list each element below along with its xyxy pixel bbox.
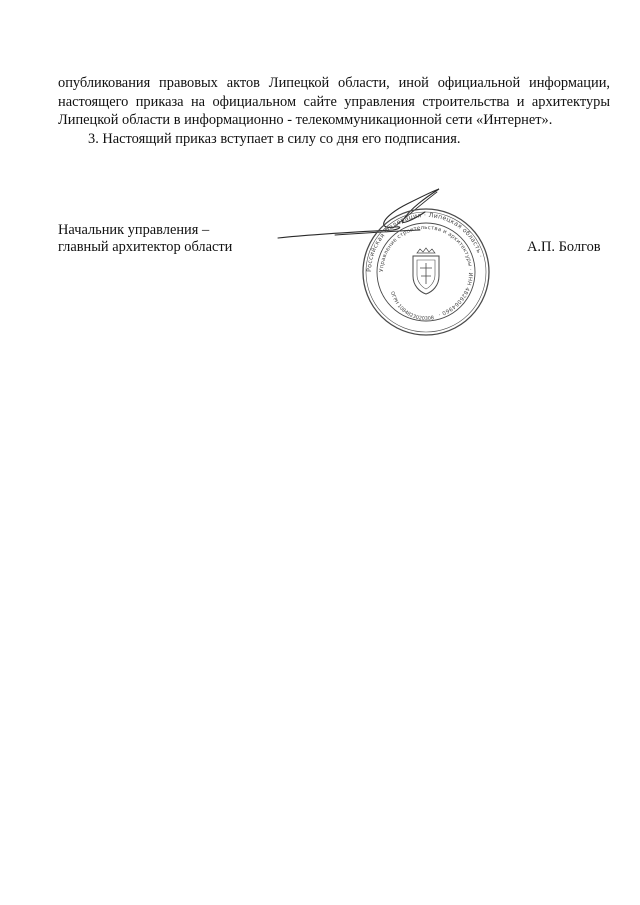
signer-title-line-2: главный архитектор области — [58, 239, 233, 255]
signer-title-line-1: Начальник управления – — [58, 222, 210, 238]
svg-text:ОГРН 1084823020308 — [389, 291, 435, 322]
stamp-bottom-text: ОГРН 1084823020308 — [388, 290, 435, 323]
document-body — [58, 74, 610, 148]
paragraph-publication: опубликования правовых актов Липецкой области, иной официальной информации, настоящего приказа на официальном сайте управления строительства и архитектуры Липецкой области в информационно - телекоммуникационной сети «Интернет». — [58, 75, 610, 128]
paragraph-effective-date: 3. Настоящий приказ вступает в силу со дня его подписания. — [88, 130, 461, 147]
official-seal-stamp — [360, 206, 492, 338]
signer-title — [58, 222, 232, 256]
signer-name: А.П. Болгов — [527, 239, 601, 255]
coat-of-arms-emblem — [413, 248, 439, 294]
stamp-outer-text: Российская Федерация · Липецкая область · — [365, 211, 484, 273]
stamp-inner-text: Управление строительства и архитектуры · ИНН 4826064960 · — [378, 224, 474, 318]
